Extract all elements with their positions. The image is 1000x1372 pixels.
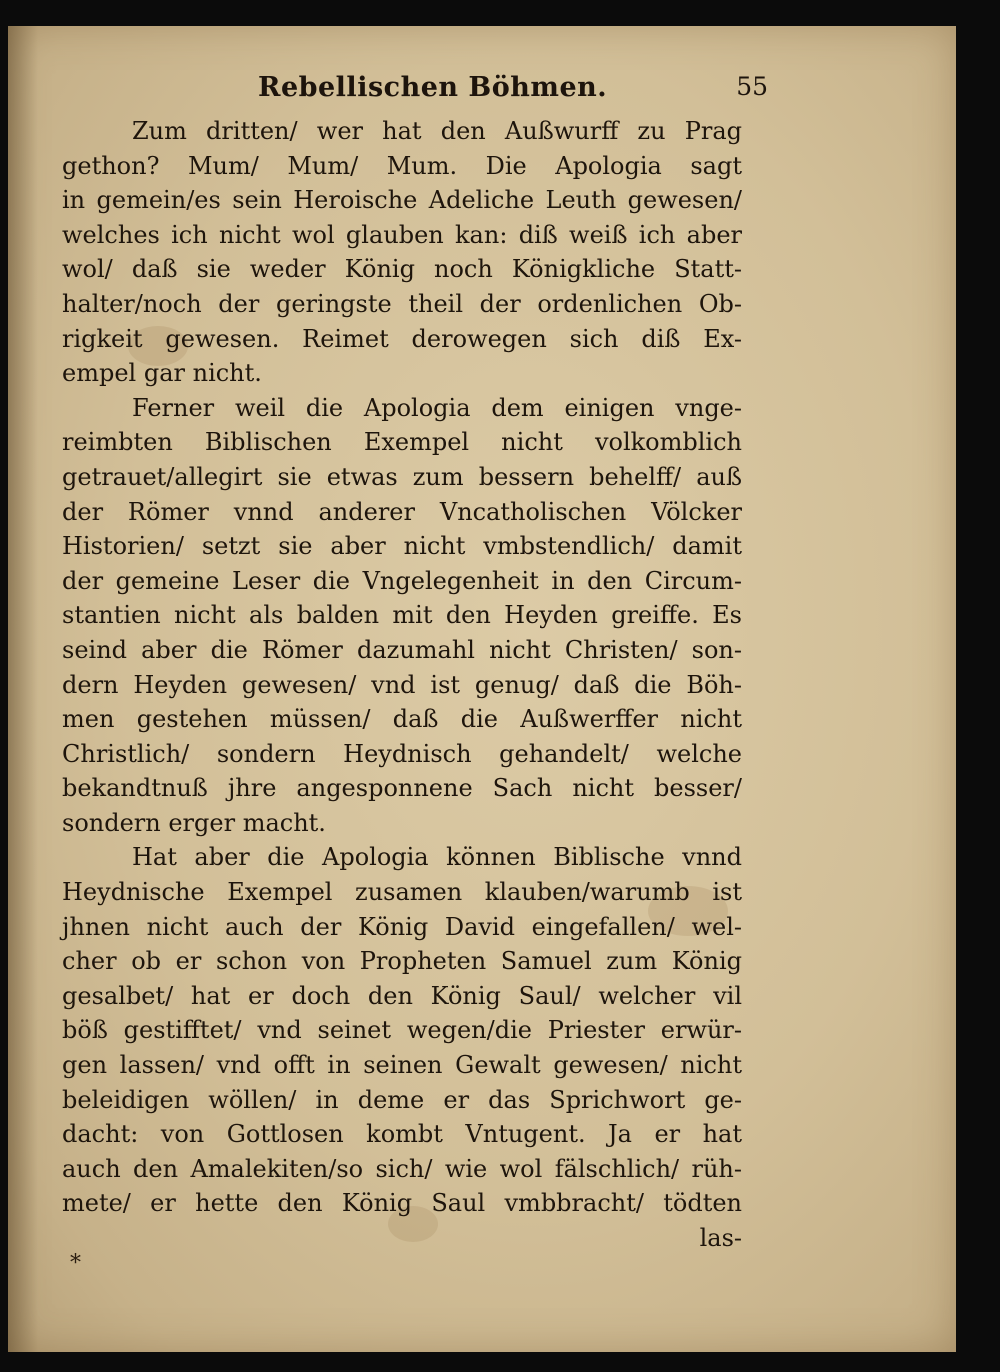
text-line: cher ob er schon von Propheten Samuel zum König (62, 947, 742, 976)
page-number: 55 (736, 72, 768, 101)
text-line: gesalbet/ hat er doch den König Saul/ welcher vil (62, 981, 742, 1010)
text-line: bekandtnuß jhre angesponnene Sach nicht besser/ (62, 774, 742, 803)
text-line: sondern erger macht. (62, 808, 326, 837)
text-line: Ferner weil die Apologia dem einigen vnge- (132, 393, 742, 422)
text-line: empel gar nicht. (62, 359, 262, 388)
text-line: böß gestifftet/ vnd seinet wegen/die Priester erwür- (62, 1016, 742, 1045)
text-line: dern Heyden gewesen/ vnd ist genug/ daß die Böh- (62, 670, 742, 699)
text-line: dacht: von Gottlosen kombt Vntugent. Ja er hat (62, 1120, 742, 1149)
text-line: wol/ daß sie weder König noch Königkliche Statt- (62, 255, 742, 284)
text-line: gethon? Mum/ Mum/ Mum. Die Apologia sagt (62, 151, 742, 180)
text-line: gen lassen/ vnd offt in seinen Gewalt gewesen/ nicht (62, 1051, 742, 1080)
text-line: stantien nicht als balden mit den Heyden greiffe. Es (62, 601, 742, 630)
catchword: las- (699, 1224, 742, 1252)
book-page (8, 26, 956, 1352)
text-line: welches ich nicht wol glauben kan: diß weiß ich aber (62, 220, 742, 249)
text-line: jhnen nicht auch der König David eingefallen/ wel- (62, 912, 742, 941)
text-line: halter/noch der geringste theil der ordenlichen Ob- (62, 289, 742, 318)
text-line: Zum dritten/ wer hat den Außwurff zu Prag (132, 117, 742, 145)
text-line: in gemein/es sein Heroische Adeliche Leuth gewesen/ (62, 186, 742, 215)
text-line: der gemeine Leser die Vngelegenheit in den Circum- (62, 566, 742, 595)
text-line: Christlich/ sondern Heydnisch gehandelt/ welche (62, 739, 742, 768)
text-line: beleidigen wöllen/ in deme er das Sprichwort ge- (62, 1085, 742, 1114)
running-title: Rebellischen Böhmen. (258, 72, 608, 103)
running-head (8, 72, 956, 112)
text-line: seind aber die Römer dazumahl nicht Christen/ son- (62, 635, 742, 664)
text-line: reimbten Biblischen Exempel nicht volkomblich (62, 428, 742, 457)
text-line: rigkeit gewesen. Reimet derowegen sich diß Ex- (62, 324, 742, 353)
text-line: men gestehen müssen/ daß die Außwerffer nicht (62, 705, 742, 734)
text-line: Historien/ setzt sie aber nicht vmbstendlich/ damit (62, 532, 742, 561)
text-line: Heydnische Exempel zusamen klauben/warumb ist (62, 878, 742, 907)
text-line: mete/ er hette den König Saul vmbbracht/ tödten (62, 1189, 742, 1218)
text-line: Hat aber die Apologia können Biblische vnnd (132, 843, 742, 872)
body-text (62, 114, 742, 1256)
text-line: getrauet/allegirt sie etwas zum bessern behelff/ auß (62, 462, 742, 491)
signature-mark: * (70, 1251, 81, 1276)
gutter-shadow (8, 26, 38, 1352)
text-line: auch den Amalekiten/so sich/ wie wol fälschlich/ rüh- (62, 1154, 742, 1183)
text-line: der Römer vnnd anderer Vncatholischen Völcker (62, 497, 742, 526)
